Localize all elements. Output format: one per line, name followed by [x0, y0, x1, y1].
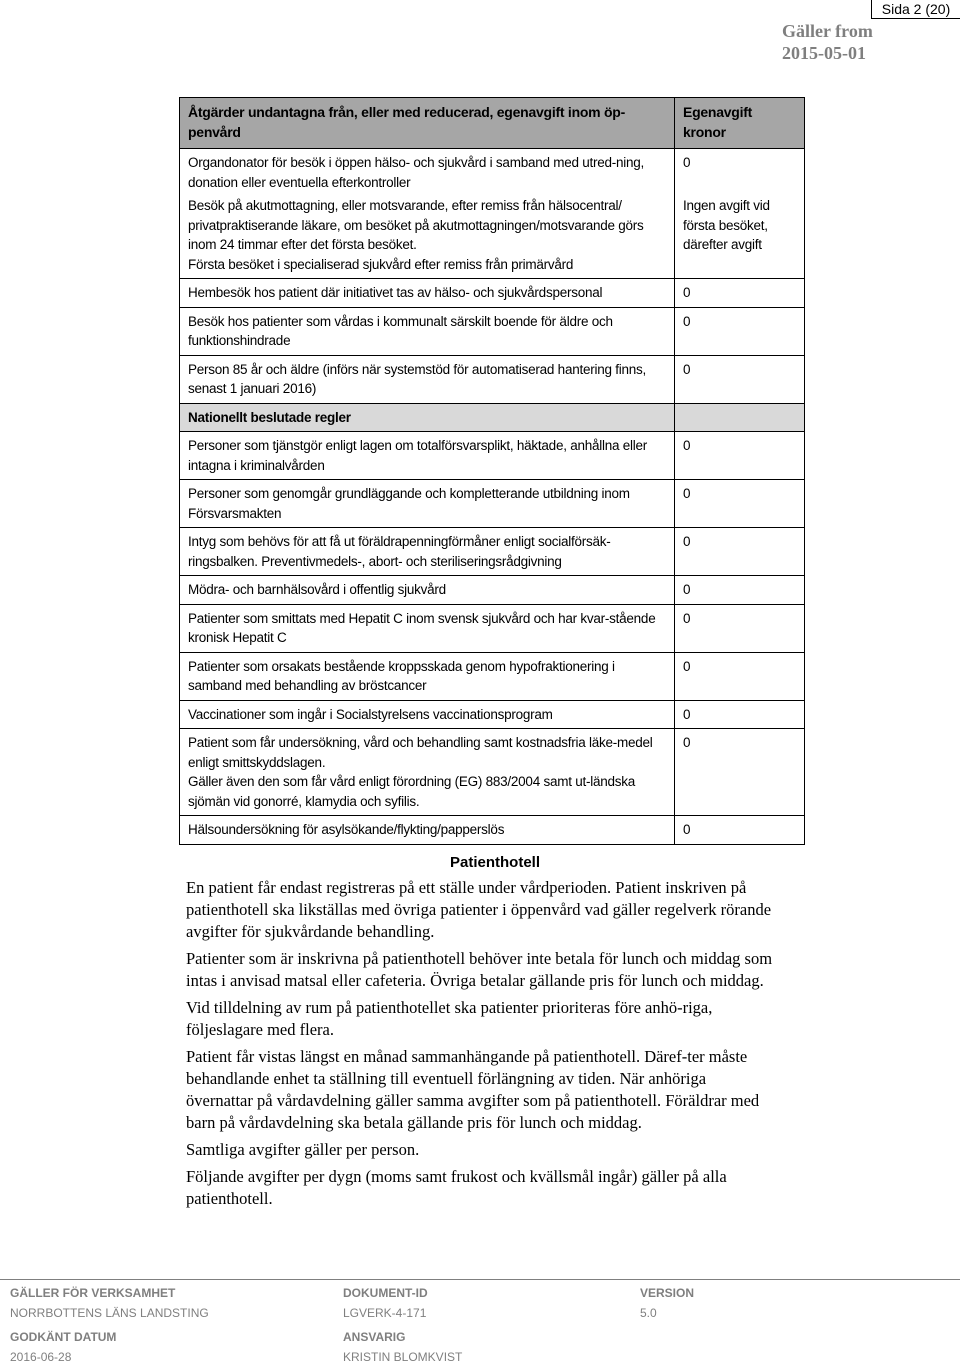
- table-row: [180, 432, 805, 480]
- footer-doc-id-label: DOKUMENT-ID: [343, 1286, 428, 1300]
- section-heading: Nationellt beslutade regler: [180, 403, 675, 432]
- row-description: Intyg som behövs för att få ut föräldrapenningförmåner enligt socialförsäk-ringsbalken. Preventivmedels-, abort- och steriliseringsrådgivning: [180, 528, 675, 576]
- row-description: Mödra- och barnhälsovård i offentlig sjukvård: [180, 576, 675, 605]
- row-description: Vaccinationer som ingår i Socialstyrelsens vaccinationsprogram: [180, 700, 675, 729]
- row-fee: 0: [675, 432, 805, 480]
- footer-approved-label: GODKÄNT DATUM: [10, 1330, 117, 1344]
- section-heading-row: [180, 403, 805, 432]
- table-row: [180, 700, 805, 729]
- row-fee: 0: [675, 652, 805, 700]
- valid-from-block: [782, 20, 912, 64]
- row-description: Hälsoundersökning för asylsökande/flykting/papperslös: [180, 816, 675, 845]
- table-row: [180, 279, 805, 308]
- table-row: [180, 480, 805, 528]
- row-fee: Ingen avgift vid första besöket, därefter avgift: [675, 196, 805, 279]
- paragraph: En patient får endast registreras på ett ställe under vårdperioden. Patient inskriven på patienthotell ska likställas med övriga patienter i öppenvård vad gäller regelverk rörande avgifter för sjukvårdande behandling.: [186, 878, 772, 941]
- fee-exemption-table: [179, 97, 805, 845]
- footer-doc-id-value: LGVERK-4-171: [343, 1306, 427, 1320]
- paragraph: Samtliga avgifter gäller per person.: [186, 1140, 420, 1159]
- valid-from-date: 2015-05-01: [782, 43, 866, 63]
- paragraph: Följande avgifter per dygn (moms samt frukost och kvällsmål ingår) gäller på alla patienthotell.: [186, 1167, 727, 1208]
- header-fee: Egenavgift kronor: [675, 98, 805, 149]
- footer-responsible-value: KRISTIN BLOMKVIST: [343, 1350, 463, 1364]
- footer-divider: [0, 1279, 960, 1280]
- table-row: [180, 355, 805, 403]
- table-row: [180, 149, 805, 197]
- table-row: [180, 816, 805, 845]
- table-row: [180, 196, 805, 279]
- row-fee: 0: [675, 604, 805, 652]
- footer-responsible-label: ANSVARIG: [343, 1330, 406, 1344]
- row-description: Besök hos patienter som vårdas i kommunalt särskilt boende för äldre och funktionshindrade: [180, 307, 675, 355]
- row-description: Patient som får undersökning, vård och behandling samt kostnadsfria läke-medel enligt smittskyddslagen. Gäller även den som får vård enligt förordning (EG) 883/2004 samt ut-ländska sjömän vid gonorré, klamydia och syfilis.: [180, 729, 675, 816]
- table-row: [180, 576, 805, 605]
- table-row: [180, 307, 805, 355]
- row-fee: 0: [675, 576, 805, 605]
- row-description: Personer som tjänstgör enligt lagen om totalförsvarsplikt, häktade, anhållna eller intagna i kriminalvården: [180, 432, 675, 480]
- row-fee: 0: [675, 700, 805, 729]
- paragraph: Patient får vistas längst en månad sammanhängande på patienthotell. Däref-ter måste behandlande enhet ta ställning till eventuell förlängning av tiden. När anhöriga övernattar på vårdavdelning gäller samma avgifter som på patienthotell. Föräldrar med barn på vårdavdelning ska betala gällande pris för lunch och middag.: [186, 1047, 760, 1132]
- row-fee: 0: [675, 528, 805, 576]
- paragraph: Vid tilldelning av rum på patienthotellet ska patienter prioriteras före anhö-riga, följeslagare med flera.: [186, 998, 713, 1039]
- row-fee: 0: [675, 307, 805, 355]
- table-header-row: [180, 98, 805, 149]
- footer-version-value: 5.0: [640, 1306, 657, 1320]
- row-description: Besök på akutmottagning, eller motsvarande, efter remiss från hälsocentral/ privatpraktiserande läkare, om besöket på akutmottagningen/motsvarande görs inom 24 timmar efter det första besöket. Första besöket i specialiserad sjukvård efter remiss från primärvård: [180, 196, 675, 279]
- row-fee: 0: [675, 480, 805, 528]
- row-fee: 0: [675, 149, 805, 197]
- footer-valid-for-value: NORRBOTTENS LÄNS LANDSTING: [10, 1306, 209, 1320]
- footer-valid-for-label: GÄLLER FÖR VERKSAMHET: [10, 1286, 176, 1300]
- section-title: Patienthotell: [449, 854, 540, 871]
- row-description: Personer som genomgår grundläggande och kompletterande utbildning inom Försvarsmakten: [180, 480, 675, 528]
- row-description: Hembesök hos patient där initiativet tas av hälso- och sjukvårdspersonal: [180, 279, 675, 308]
- page-number: Sida 2 (20): [871, 0, 960, 19]
- table-row: [180, 528, 805, 576]
- document-footer: [0, 1286, 960, 1364]
- row-description: Patienter som orsakats bestående kroppsskada genom hypofraktionering i samband med behandling av bröstcancer: [180, 652, 675, 700]
- table-row: [180, 652, 805, 700]
- patient-hotel-section: [186, 852, 776, 1215]
- paragraph: Patienter som är inskrivna på patienthotell behöver inte betala för lunch och middag som intas i anvisad matsal eller cafeteria. Övriga betalar gällande pris för lunch och middag.: [186, 949, 773, 990]
- footer-approved-value: 2016-06-28: [10, 1350, 72, 1364]
- row-fee: 0: [675, 279, 805, 308]
- section-heading-fee-cell: [675, 403, 805, 432]
- row-description: Person 85 år och äldre (införs när systemstöd för automatiserad hantering finns, senast 1 januari 2016): [180, 355, 675, 403]
- row-fee: 0: [675, 355, 805, 403]
- valid-from-label: Gäller from: [782, 21, 873, 41]
- row-fee: 0: [675, 816, 805, 845]
- header-measures: Åtgärder undantagna från, eller med reducerad, egenavgift inom öp-penvård: [180, 98, 675, 149]
- table-row: [180, 604, 805, 652]
- row-description: Patienter som smittats med Hepatit C inom svensk sjukvård och har kvar-stående kronisk Hepatit C: [180, 604, 675, 652]
- row-description: Organdonator för besök i öppen hälso- och sjukvård i samband med utred-ning, donation eller eventuella efterkontroller: [180, 149, 675, 197]
- row-fee: 0: [675, 729, 805, 816]
- footer-version-label: VERSION: [640, 1286, 695, 1300]
- table-row: [180, 729, 805, 816]
